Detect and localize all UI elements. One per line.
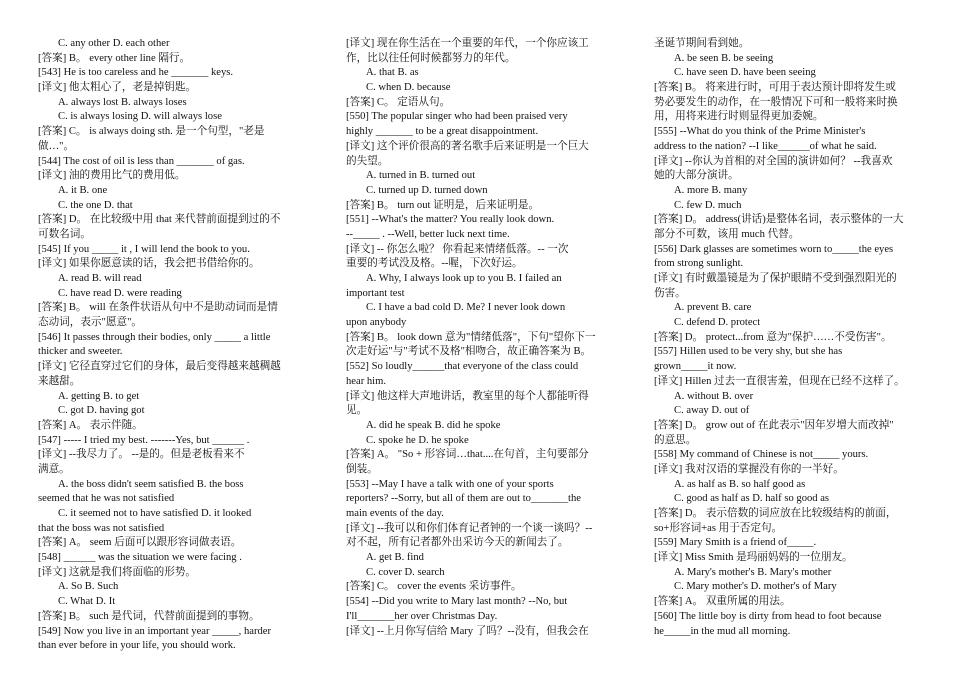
text-line: 部分不可数，该用 much 代替。 xyxy=(654,228,800,240)
text-line: 见。 xyxy=(346,405,368,417)
text-line: --_____ . --Well, better luck next time. xyxy=(346,228,510,240)
text-line: grown_____it now. xyxy=(654,361,737,373)
text-line: address to the nation? --I like______of what he said. xyxy=(654,140,877,152)
text-line: 可数名词。 xyxy=(38,228,91,240)
text-line: [答案] C。 定语从句。 xyxy=(346,96,451,108)
answer-options-line: C. cover D. search xyxy=(366,566,445,578)
text-line: reporters? --Sorry, but all of them are out to_______the xyxy=(346,493,581,505)
answer-options-line: A. Why, I always look up to you B. I failed an xyxy=(366,273,562,284)
text-line: [译文] 现在你生活在一个重要的年代，一个你应该工 xyxy=(346,38,589,49)
text-line: from strong sunlight. xyxy=(654,258,744,270)
text-line: [560] The little boy is dirty from head to foot because xyxy=(654,610,882,622)
answer-options-line: C. the one D. that xyxy=(58,199,133,211)
text-line: [答案] B。 turn out 证明是，后来证明是。 xyxy=(346,199,540,211)
answer-options-line: A. prevent B. care xyxy=(674,302,752,314)
text-line: [答案] A。 双重所属的用法。 xyxy=(654,596,791,608)
text-line: [译文] 他太粗心了，老是掉钥匙。 xyxy=(38,82,197,94)
text-line: [答案] B。 every other line 隔行。 xyxy=(38,52,191,64)
text-line: [译文] 这就是我们将面临的形势。 xyxy=(38,566,197,578)
text-line: [547] ----- I tried my best. -------Yes, but ______ . xyxy=(38,434,250,446)
text-line: [答案] A。 表示伴随。 xyxy=(38,419,143,431)
text-line: I'll_______her over Christmas Day. xyxy=(346,610,498,622)
text-line: [544] The cost of oil is less than _______ of gas. xyxy=(38,155,245,167)
text-line: [译文] 如果你愿意读的话，我会把书借给你的。 xyxy=(38,258,260,270)
text-line: [答案] D。 grow out of 在此表示"因年岁增大而改掉" xyxy=(654,419,894,431)
text-line: than ever before in your life, you should work. xyxy=(38,640,236,652)
text-line: [548] ______ was the situation we were facing . xyxy=(38,552,242,564)
answer-options-line: C. Mary mother's D. mother's of Mary xyxy=(674,581,837,593)
text-line: he_____in the mud all morning. xyxy=(654,625,791,637)
text-line: hear him. xyxy=(346,375,387,387)
text-line: [译文] 这个评价很高的著名歌手后来证明是一个巨大 xyxy=(346,140,589,152)
answer-options-line: C. have read D. were reading xyxy=(58,287,182,299)
text-line: [译文] Hillen 过去一直很害羞，但现在已经不这样了。 xyxy=(654,375,905,387)
text-line: [译文] 他这样大声地讲话，教室里的每个人都能听得 xyxy=(346,390,589,402)
text-line: [558] My command of Chinese is not_____ yours. xyxy=(654,449,869,461)
text-line: seemed that he was not satisfied xyxy=(38,493,175,505)
text-line: 伤害。 xyxy=(654,287,686,299)
text-line: [译文] 我对汉语的掌握没有你的一半好。 xyxy=(654,463,844,475)
text-line: main events of the day. xyxy=(346,508,444,519)
text-line: [译文] 油的费用比气的费用低。 xyxy=(38,170,186,182)
text-line: [答案] D。 protect...from 意为"保护……不受伤害"。 xyxy=(654,331,892,343)
text-line: [译文] --你认为首相的对全国的演讲如何？ --我喜欢 xyxy=(654,155,893,167)
answer-options-line: A. turned in B. turned out xyxy=(366,170,476,182)
text-line: [译文] --我可以和你们体育记者钟的一个谈一谈吗？-- xyxy=(346,522,593,534)
text-line: [答案] D。 address(讲话)是整体名词，表示整体的一大 xyxy=(654,214,904,226)
text-line: 次走好运"与"考试不及格"相吻合，故正确答案为 B。 xyxy=(346,346,592,358)
text-line: [559] Mary Smith is a friend of_____. xyxy=(654,537,817,549)
text-line: [545] If you _____ it , I will lend the book to you. xyxy=(38,243,250,255)
text-line: upon anybody xyxy=(346,317,407,329)
answer-options-line: A. be seen B. be seeing xyxy=(674,52,774,64)
text-line: [答案] D。 表示倍数的词应放在比较级结构的前面， xyxy=(654,508,897,519)
text-line: [答案] B。 look down 意为"情绪低落"，下句"望你下一 xyxy=(346,331,596,343)
answer-options-line: A. it B. one xyxy=(58,184,108,196)
text-line: [549] Now you live in an important year _____, harder xyxy=(38,625,272,637)
answer-options-line: A. more B. many xyxy=(674,184,748,196)
text-line: 作，比以往任何时候都努力的年代。 xyxy=(346,52,516,64)
text-line: [550] The popular singer who had been praised very xyxy=(346,111,568,123)
text-line: 重要的考试没及格。--喔，下次好运。 xyxy=(346,258,523,270)
text-line: important test xyxy=(346,287,405,299)
text-line: so+形容词+as 用于否定句。 xyxy=(654,522,783,534)
answer-options-line: C. any other D. each other xyxy=(58,38,170,49)
text-line: [551] --What's the matter? You really look down. xyxy=(346,214,555,226)
answer-options-line: A. get B. find xyxy=(366,552,424,564)
text-line: [答案] A。 "So + 形容词…that....在句首，主句要部分 xyxy=(346,449,589,461)
text-line: 倒装。 xyxy=(346,463,378,475)
answer-options-line: C. it seemed not to have satisfied D. it looked xyxy=(58,508,252,519)
answer-options-line: C. good as half as D. half so good as xyxy=(674,493,830,505)
text-line: 的失望。 xyxy=(346,155,389,167)
text-line: 用，用将来进行时则显得更加委婉。 xyxy=(654,111,824,123)
text-line: [答案] B。 将来进行时，可用于表达预计即将发生或 xyxy=(654,82,896,94)
text-line: [译文] 它径直穿过它们的身体，最后变得越来越稠越 xyxy=(38,361,281,373)
text-line: 态动词，表示"愿意"。 xyxy=(38,317,142,329)
text-line: [546] It passes through their bodies, only _____ a little xyxy=(38,331,271,343)
answer-options-line: C. few D. much xyxy=(674,199,742,211)
answer-options-line: C. is always losing D. will always lose xyxy=(58,111,222,123)
text-line: [554] --Did you write to Mary last month? --No, but xyxy=(346,596,568,608)
text-line: 对不起，所有记者都外出采访今天的新闻去了。 xyxy=(346,537,569,549)
text-line: 她的大部分演讲。 xyxy=(654,170,739,182)
text-line: [556] Dark glasses are sometimes worn to_____the eyes xyxy=(654,243,894,255)
answer-options-line: C. got D. having got xyxy=(58,405,145,417)
answer-options-line: A. always lost B. always loses xyxy=(58,96,187,108)
text-line: [答案] D。 在比较级中用 that 来代替前面提到过的不 xyxy=(38,214,281,226)
text-line: 做…"。 xyxy=(38,140,75,152)
column-middle xyxy=(346,37,629,639)
text-line: thicker and sweeter. xyxy=(38,346,123,358)
text-line: [答案] B。 will 在条件状语从句中不是助动词而是情 xyxy=(38,302,278,314)
answer-options-line: A. without B. over xyxy=(674,390,754,402)
text-line: [答案] A。 seem 后面可以跟形容词做表语。 xyxy=(38,537,242,549)
text-line: [543] He is too careless and he _______ keys. xyxy=(38,67,234,79)
answer-options-line: A. that B. as xyxy=(366,67,419,79)
answer-options-line: A. the boss didn't seem satisfied B. the boss xyxy=(58,478,244,490)
text-line: that the boss was not satisfied xyxy=(38,522,165,534)
answer-options-line: A. did he speak B. did he spoke xyxy=(366,419,501,431)
text-line: [答案] B。 such 是代词，代替前面提到的事物。 xyxy=(38,610,260,622)
text-line: highly _______ to be a great disappointment. xyxy=(346,126,539,138)
text-line: [553] --May I have a talk with one of your sports xyxy=(346,478,554,490)
answer-options-line: C. spoke he D. he spoke xyxy=(366,434,469,446)
text-line: [答案] C。 is always doing sth. 是一个句型，"老是 xyxy=(38,126,265,138)
answer-options-line: C. when D. because xyxy=(366,82,451,94)
text-line: [译文] 有时戴墨镜是为了保护眼睛不受到强烈阳光的 xyxy=(654,273,897,284)
text-line: [557] Hillen used to be very shy, but she has xyxy=(654,346,843,358)
answer-options-line: A. So B. Such xyxy=(58,581,119,593)
answer-options-line: C. What D. It xyxy=(58,596,116,608)
column-right xyxy=(654,37,938,639)
answer-options-line: C. away D. out of xyxy=(674,405,750,417)
answer-options-line: A. as half as B. so half good as xyxy=(674,478,806,490)
text-line: [译文] -- 你怎么啦？ 你看起来情绪低落。-- 一次 xyxy=(346,243,569,255)
answer-options-line: A. getting B. to get xyxy=(58,390,140,402)
text-line: 的意思。 xyxy=(654,434,697,446)
answer-options-line: C. I have a bad cold D. Me? I never look down xyxy=(366,302,566,314)
text-line: [555] --What do you think of the Prime Minister's xyxy=(654,126,866,138)
text-line: [552] So loudly______that everyone of the class could xyxy=(346,361,579,373)
answer-options-line: C. have seen D. have been seeing xyxy=(674,67,816,79)
text-line: [答案] C。 cover the events 采访事件。 xyxy=(346,581,522,593)
column-left xyxy=(38,37,318,654)
text-line: [译文] --我尽力了。 --是的。但是老板看来不 xyxy=(38,449,245,461)
text-line: 势必要发生的动作，在一般情况下可和一般将来时换 xyxy=(654,96,898,108)
answer-options-line: A. Mary's mother's B. Mary's mother xyxy=(674,566,832,578)
text-line: [译文] --上月你写信给 Mary 了吗？--没有，但我会在 xyxy=(346,625,589,637)
text-line: 来越甜。 xyxy=(38,375,81,387)
answer-options-line: C. defend D. protect xyxy=(674,317,761,329)
text-line: 满意。 xyxy=(38,463,70,475)
answer-options-line: C. turned up D. turned down xyxy=(366,184,488,196)
answer-options-line: A. read B. will read xyxy=(58,273,142,284)
text-line: 圣诞节期间看到她。 xyxy=(654,38,750,49)
text-line: [译文] Miss Smith 是玛丽妈妈的一位朋友。 xyxy=(654,552,853,564)
